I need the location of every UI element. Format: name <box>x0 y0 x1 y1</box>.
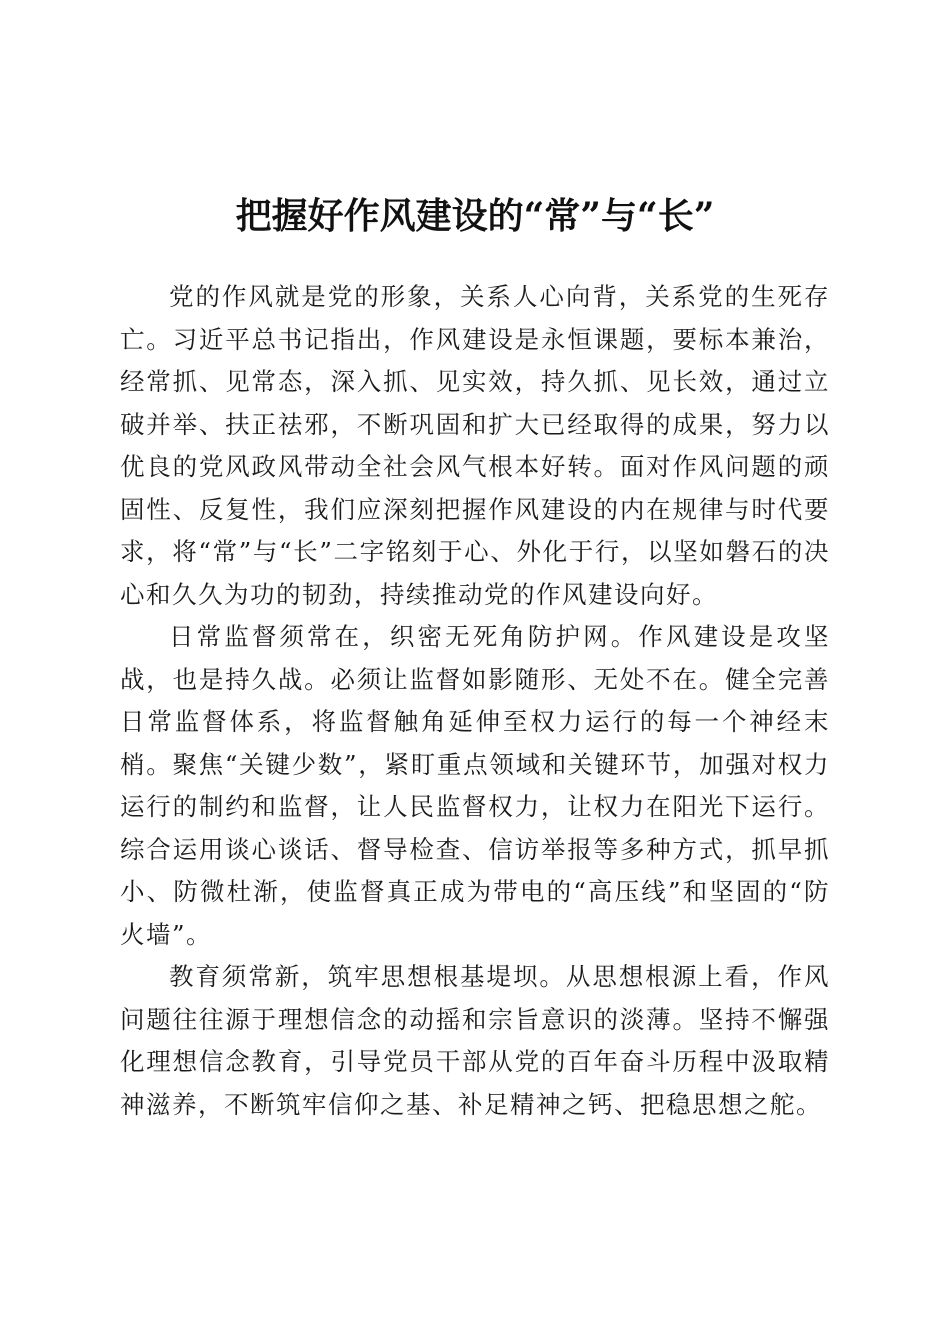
paragraph-1: 党的作风就是党的形象，关系人心向背，关系党的生死存亡。习近平总书记指出，作风建设是永恒课题，要标本兼治，经常抓、见常态，深入抓、见实效，持久抓、见长效，通过立破并举、扶正祛邪，不断巩固和扩大已经取得的成果，努力以优良的党风政风带动全社会风气根本好转。面对作风问题的顽固性、反复性，我们应深刻把握作风建设的内在规律与时代要求，将“常”与“长”二字铭刻于心、外化于行，以坚如磐石的决心和久久为功的韧劲，持续推动党的作风建设向好。 <box>120 282 830 609</box>
document-title: 把握好作风建设的“常”与“长” <box>235 195 715 238</box>
paragraph-3: 教育须常新，筑牢思想根基堤坝。从思想根源上看，作风问题往往源于理想信念的动摇和宗旨意识的淡薄。坚持不懈强化理想信念教育，引导党员干部从党的百年奋斗历程中汲取精神滋养，不断筑牢信仰之基、补足精神之钙、把稳思想之舵。 <box>120 962 830 1119</box>
document-body <box>120 276 830 1126</box>
paragraph-2: 日常监督须常在，织密无死角防护网。作风建设是攻坚战，也是持久战。必须让监督如影随形、无处不在。健全完善日常监督体系，将监督触角延伸至权力运行的每一个神经末梢。聚焦“关键少数”，紧盯重点领域和关键环节，加强对权力运行的制约和监督，让人民监督权力，让权力在阳光下运行。综合运用谈心谈话、督导检查、信访举报等多种方式，抓早抓小、防微杜渐，使监督真正成为带电的“高压线”和坚固的“防火墙”。 <box>120 622 830 949</box>
